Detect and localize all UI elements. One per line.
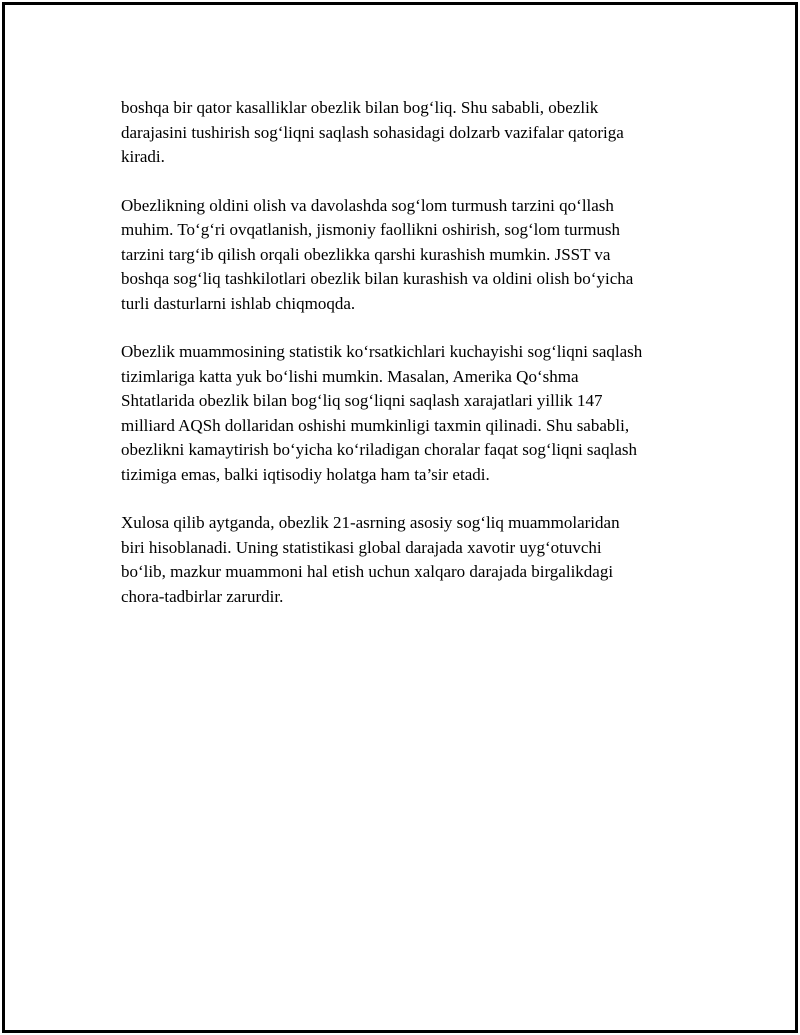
text-line: obezlikni kamaytirish bo‘yicha ko‘riladigan choralar faqat sog‘liqni saqlash xyxy=(121,440,637,459)
text-line: Obezlikning oldini olish va davolashda sog‘lom turmush tarzini qo‘llash xyxy=(121,195,614,215)
text-line: tizimiga emas, balki iqtisodiy holatga ham ta’sir etadi. xyxy=(121,464,490,484)
text-line: Xulosa qilib aytganda, obezlik 21-asrning asosiy sog‘liq muammolaridan xyxy=(121,513,620,532)
text-line: muhim. To‘g‘ri ovqatlanish, jismoniy faollikni oshirish, sog‘lom turmush xyxy=(121,220,621,239)
text-line: Obezlik muammosining statistik ko‘rsatkichlari kuchayishi sog‘liqni saqlash xyxy=(121,342,643,361)
document-page xyxy=(2,2,798,1033)
text-line: kiradi. xyxy=(121,147,165,166)
text-line: boshqa sog‘liq tashkilotlari obezlik bilan kurashish va oldini olish bo‘yicha xyxy=(121,269,634,288)
text-line: Shtatlarida obezlik bilan bog‘liq sog‘liqni saqlash xarajatlari yillik 147 xyxy=(121,391,603,410)
paragraph-2 xyxy=(121,194,701,317)
text-line: boshqa bir qator kasalliklar obezlik bilan bog‘liq. Shu sababli, obezlik xyxy=(121,98,599,117)
text-line: tarzini targ‘ib qilish orqali obezlikka qarshi kurashish mumkin. JSST va xyxy=(121,244,611,264)
text-line: tizimlariga katta yuk bo‘lishi mumkin. Masalan, Amerika Qo‘shma xyxy=(121,366,579,386)
paragraph-3 xyxy=(121,340,701,487)
document-body xyxy=(121,96,701,633)
text-line: darajasini tushirish sog‘liqni saqlash sohasidagi dolzarb vazifalar qatoriga xyxy=(121,122,624,142)
text-line: biri hisoblanadi. Uning statistikasi global darajada xavotir uyg‘otuvchi xyxy=(121,537,602,557)
paragraph-4 xyxy=(121,511,701,609)
text-line: chora-tadbirlar zarurdir. xyxy=(121,586,284,606)
text-line: milliard AQSh dollaridan oshishi mumkinligi taxmin qilinadi. Shu sababli, xyxy=(121,415,630,435)
text-line: turli dasturlarni ishlab chiqmoqda. xyxy=(121,293,356,313)
paragraph-1 xyxy=(121,96,701,170)
text-line: bo‘lib, mazkur muammoni hal etish uchun xalqaro darajada birgalikdagi xyxy=(121,562,614,581)
